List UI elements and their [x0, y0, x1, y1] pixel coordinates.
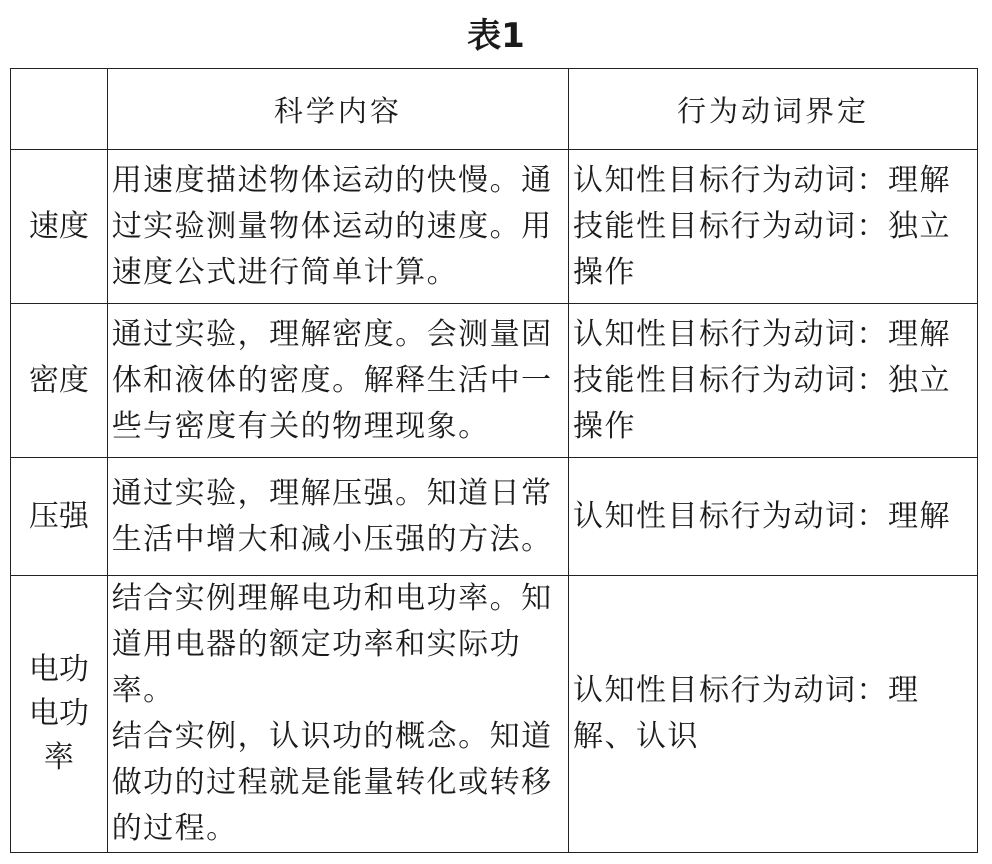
row-topic: 速度 [11, 150, 108, 304]
table-header-row [11, 69, 978, 150]
content-paragraph: 用速度描述物体运动的快慢。通过实验测量物体运动的速度。用速度公式进行简单计算。 [111, 162, 553, 290]
row-topic: 密度 [11, 304, 108, 458]
header-topic [11, 69, 108, 150]
table-row [11, 576, 978, 853]
header-science-content: 科学内容 [107, 69, 568, 150]
table-row [11, 458, 978, 576]
table-row [11, 150, 978, 304]
table-row [11, 304, 978, 458]
content-paragraph: 通过实验，理解密度。会测量固体和液体的密度。解释生活中一些与密度有关的物理现象。 [111, 316, 553, 444]
content-paragraph: 结合实例理解电功和电功率。知道用电器的额定功率和实际功率。 [111, 581, 553, 708]
row-behavior-verbs: 认知性目标行为动词：理解 技能性目标行为动词：独立操作 [569, 304, 978, 458]
header-behavior-verbs: 行为动词界定 [569, 69, 978, 150]
row-behavior-verbs: 认知性目标行为动词：理解、认识 [569, 576, 978, 853]
row-behavior-verbs: 认知性目标行为动词：理解 [569, 458, 978, 576]
content-paragraph: 结合实例，认识功的概念。知道做功的过程就是能量转化或转移的过程。 [111, 719, 553, 846]
row-science-content [107, 576, 568, 853]
row-topic: 电功电功率 [11, 576, 108, 853]
row-science-content [107, 458, 568, 576]
row-behavior-verbs: 认知性目标行为动词：理解 技能性目标行为动词：独立操作 [569, 150, 978, 304]
content-table [10, 68, 978, 853]
table-caption: 表1 [467, 16, 525, 56]
content-paragraph: 通过实验，理解压强。知道日常生活中增大和减小压强的方法。 [111, 475, 553, 557]
row-science-content [107, 150, 568, 304]
row-science-content [107, 304, 568, 458]
row-topic: 压强 [11, 458, 108, 576]
